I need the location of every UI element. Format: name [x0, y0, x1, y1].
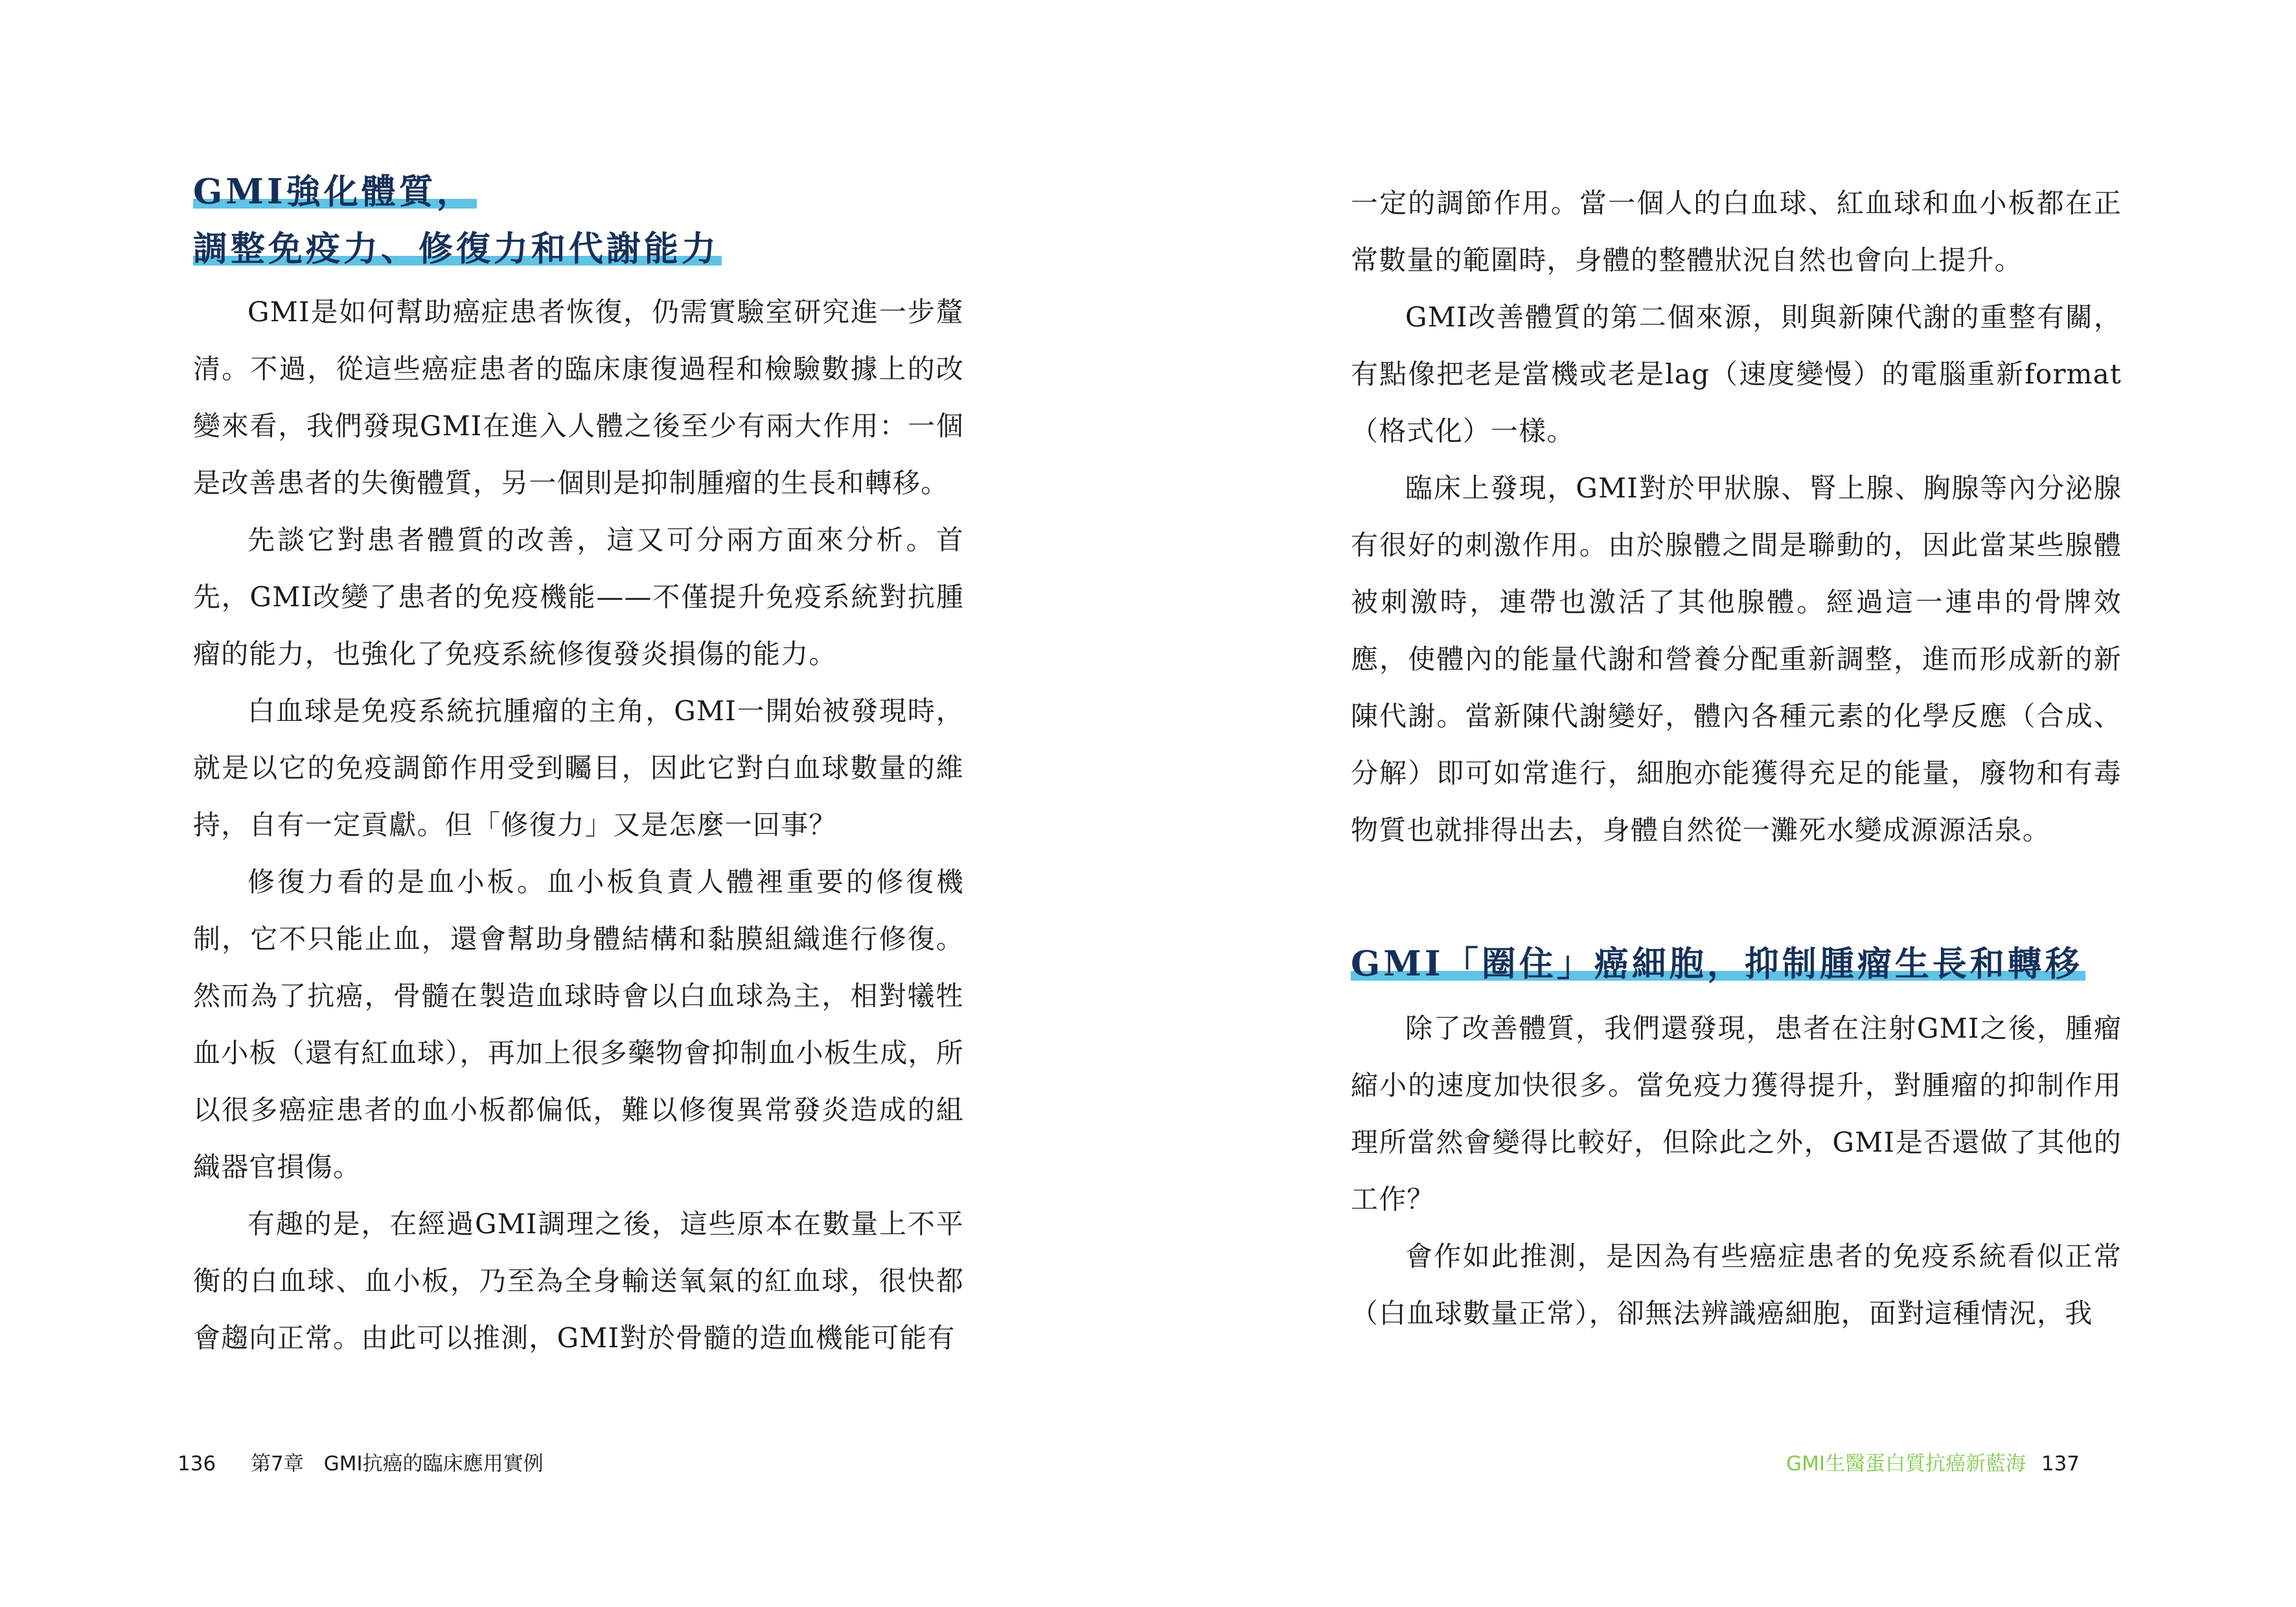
right-paragraph-4: 會作如此推測，是因為有些癌症患者的免疫系統看似正常（白血球數量正常），卻無法辨識癌細胞，面對這種情況，我	[1351, 1240, 2122, 1329]
left-heading-line-1: GMI強化體質，	[193, 172, 477, 212]
right-continued-paragraph: 一定的調節作用。當一個人的白血球、紅血球和血小板都在正常數量的範圍時，身體的整體狀況自然也會向上提升。	[1351, 187, 2122, 276]
right-text-column	[1351, 175, 2122, 1342]
chapter-title: 第7章 GMI抗癌的臨床應用實例	[251, 1452, 544, 1476]
right-page-number: 137	[2041, 1452, 2080, 1476]
left-paragraph-5: 有趣的是，在經過GMI調理之後，這些原本在數量上不平衡的白血球、血小板，乃至為全身輸送氧氣的紅血球，很快都會趨向正常。由此可以推測，GMI對於骨髓的造血機能可能有	[193, 1208, 964, 1354]
left-paragraph-2: 先談它對患者體質的改善，這又可分兩方面來分析。首先，GMI改變了患者的免疫機能——不僅提升免疫系統對抗腫瘤的能力，也強化了免疫系統修復發炎損傷的能力。	[193, 524, 964, 670]
right-section-heading	[1351, 935, 2122, 992]
book-title: GMI生醫蛋白質抗癌新藍海	[1786, 1452, 2026, 1476]
left-heading-line-2: 調整免疫力、修復力和代謝能力	[193, 229, 722, 269]
left-footer	[178, 1451, 544, 1477]
left-paragraph-4: 修復力看的是血小板。血小板負責人體裡重要的修復機制，它不只能止血，還會幫助身體結構和黏膜組織進行修復。然而為了抗癌，骨髓在製造血球時會以白血球為主，相對犧牲血小板（還有紅血球），再加上很多藥物會抑制血小板生成，所以很多癌症患者的血小板都偏低，難以修復異常發炎造成的組織器官損傷。	[193, 866, 964, 1183]
right-paragraph-2: 臨床上發現，GMI對於甲狀腺、腎上腺、胸腺等內分泌腺有很好的刺激作用。由於腺體之間是聯動的，因此當某些腺體被刺激時，連帶也激活了其他腺體。經過這一連串的骨牌效應，使體內的能量代謝和營養分配重新調整，進而形成新的新陳代謝。當新陳代謝變好，體內各種元素的化學反應（合成、分解）即可如常進行，細胞亦能獲得充足的能量，廢物和有毒物質也就排得出去，身體自然從一灘死水變成源源活泉。	[1351, 472, 2122, 846]
right-footer	[1786, 1451, 2080, 1477]
left-text-column	[193, 163, 964, 1367]
left-section-heading	[193, 163, 964, 277]
right-paragraph-3: 除了改善體質，我們還發現，患者在注射GMI之後，腫瘤縮小的速度加快很多。當免疫力獲得提升，對腫瘤的抑制作用理所當然會變得比較好，但除此之外，GMI是否還做了其他的工作？	[1351, 1012, 2122, 1215]
left-paragraph-3: 白血球是免疫系統抗腫瘤的主角，GMI一開始被發現時，就是以它的免疫調節作用受到矚目，因此它對白血球數量的維持，自有一定貢獻。但「修復力」又是怎麼一回事？	[193, 695, 964, 841]
left-page-number: 136	[178, 1452, 216, 1476]
right-paragraph-1: GMI改善體質的第二個來源，則與新陳代謝的重整有關，有點像把老是當機或老是lag（速度變慢）的電腦重新format（格式化）一樣。	[1351, 301, 2122, 447]
right-heading-text: GMI「圈住」癌細胞，抑制腫瘤生長和轉移	[1351, 944, 2085, 984]
left-paragraph-1: GMI是如何幫助癌症患者恢復，仍需實驗室研究進一步釐清。不過，從這些癌症患者的臨床康復過程和檢驗數據上的改變來看，我們發現GMI在進入人體之後至少有兩大作用：一個是改善患者的失衡體質，另一個則是抑制腫瘤的生長和轉移。	[193, 296, 964, 499]
right-page	[1148, 0, 2296, 1607]
